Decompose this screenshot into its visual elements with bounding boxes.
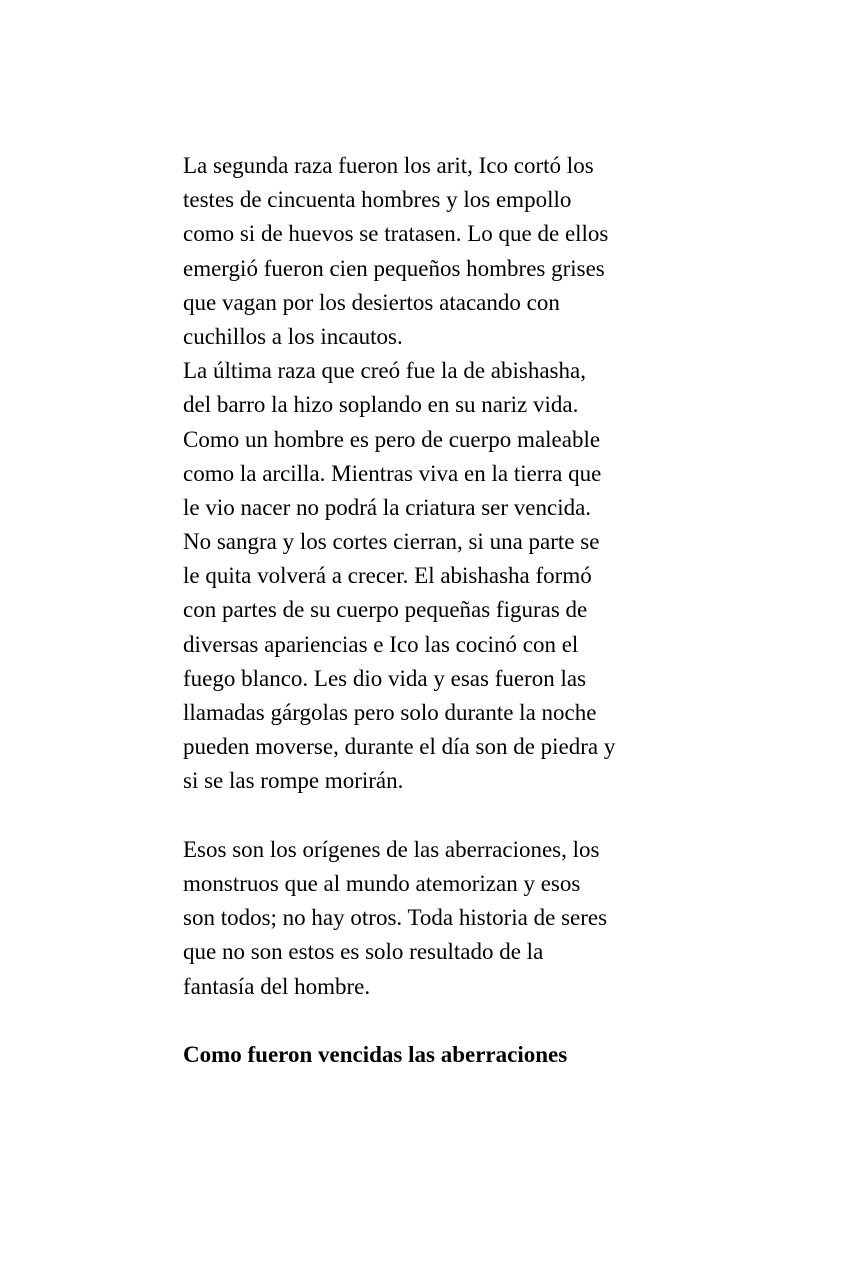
text-line: Como un hombre es pero de cuerpo maleable [183,426,601,452]
text-line: del barro la hizo soplando en su nariz vida. [183,392,579,418]
text-line: con partes de su cuerpo pequeñas figuras de [183,597,588,623]
text-line: emergió fueron cien pequeños hombres grises [183,255,605,281]
text-line: que no son estos es solo resultado de la [183,939,544,965]
paragraph-abishasha [183,354,703,798]
text-line: monstruos que al mundo atemorizan y esos [183,870,581,896]
text-line: testes de cincuenta hombres y los empollo [183,187,572,213]
text-line: llamadas gárgolas pero solo durante la noche [183,700,597,725]
text-line: como la arcilla. Mientras viva en la tierra que [183,460,602,486]
text-line: fantasía del hombre. [183,973,371,999]
text-line: son todos; no hay otros. Toda historia de seres [183,905,608,931]
text-line: le quita volverá a crecer. El abishasha formó [183,563,592,589]
paragraph-origins [183,833,703,1004]
text-line: como si de huevos se tratasen. Lo que de ellos [183,221,609,247]
text-line: que vagan por los desiertos atacando con [183,289,560,315]
text-line: pueden moverse, durante el día son de piedra y [183,734,616,760]
text-line: La segunda raza fueron los arit, Ico cortó los [183,153,594,178]
document-page [183,149,703,1072]
text-line: si se las rompe morirán. [183,768,404,794]
paragraph-arit [183,149,703,354]
text-line: Esos son los orígenes de las aberraciones, los [183,836,600,862]
text-line: le vio nacer no podrá la criatura ser vencida. [183,494,592,520]
paragraph-gap [183,1004,703,1038]
text-line: fuego blanco. Les dio vida y esas fueron las [183,665,587,691]
text-line: diversas apariencias e Ico las cocinó con el [183,631,579,657]
text-line: cuchillos a los incautos. [183,323,403,349]
section-heading: Como fueron vencidas las aberraciones [183,1041,568,1067]
text-line: La última raza que creó fue la de abishasha, [183,358,586,384]
text-line: No sangra y los cortes cierran, si una parte se [183,529,600,555]
paragraph-gap [183,799,703,833]
